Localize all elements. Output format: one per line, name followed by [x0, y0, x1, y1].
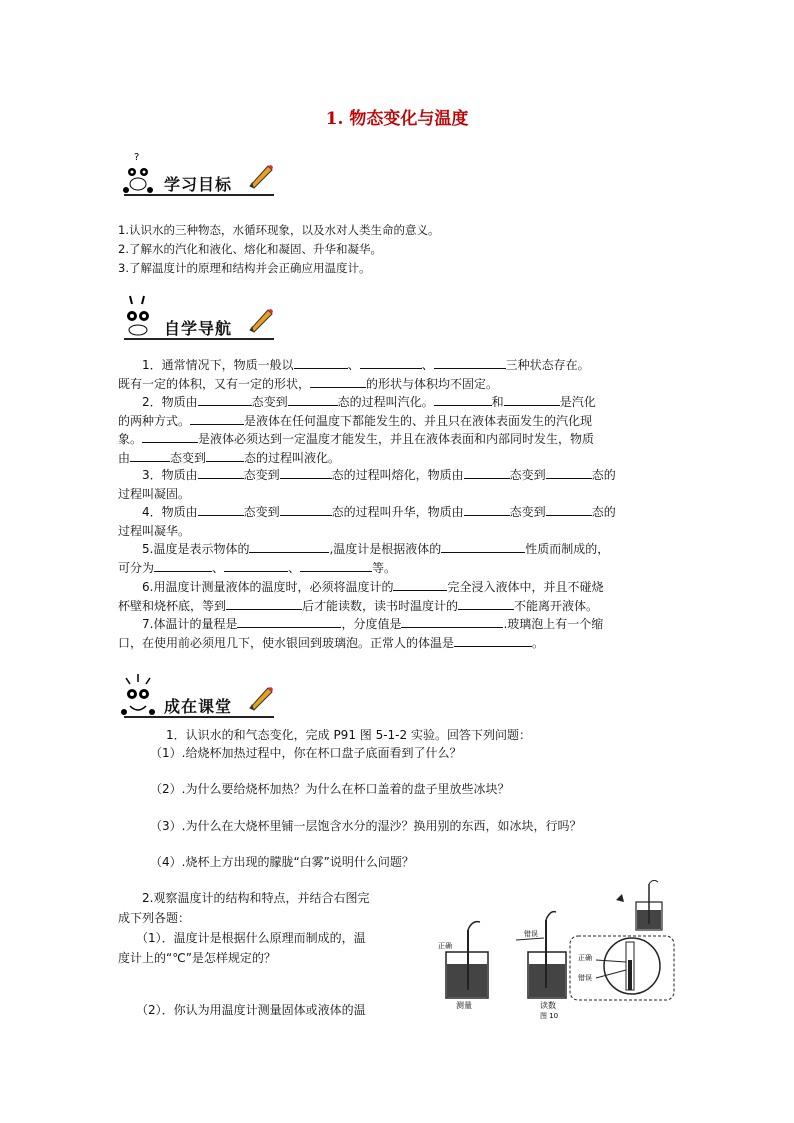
section-header-classroom [118, 672, 288, 728]
fill-blank[interactable] [434, 393, 492, 406]
nav-item-4: 4．物质由 态变到 态的过程叫升华，物质由 态变到 态的 过程叫凝华。 [118, 505, 616, 538]
goal-item: 1.认识水的三种物态，水循环现象，以及水对人类生命的意义。 [118, 223, 440, 237]
fill-blank[interactable] [130, 449, 170, 462]
section-header-selfstudy [118, 294, 288, 350]
section-heading: 学习目标 [164, 175, 233, 194]
classroom-intro: 1．认识水的和气态变化，完成 P91 图 5-1-2 实验。回答下列问题： [166, 728, 531, 742]
fill-blank[interactable] [206, 449, 244, 462]
nav-item-5: 5.温度是表示物体的 ,温度计是根据液体的 性质而制成的， 可分为 、 、 等。 [118, 542, 610, 575]
nav-item-6: 6.用温度计测量液体的温度时，必须将温度计的 完全浸入液体中，并且不碰烧 杯壁和烧杯底，等到 后才能读数，读书时温度计的 不能离开液体。 [118, 580, 604, 613]
fill-blank[interactable] [280, 466, 332, 479]
fill-blank[interactable] [401, 615, 503, 628]
fill-blank[interactable] [434, 356, 506, 369]
section-heading: 自学导航 [164, 319, 233, 338]
fill-blank[interactable] [546, 466, 592, 479]
fill-blank[interactable] [224, 559, 288, 572]
section-underline [124, 716, 274, 718]
section-underline [124, 194, 274, 196]
fill-blank[interactable] [546, 503, 592, 516]
question-4: （4）.烧杯上方出现的朦胧“白雾”说明什么问题？ [150, 855, 414, 869]
svg-text:错误: 错误 [578, 974, 592, 982]
fill-blank[interactable] [280, 503, 332, 516]
fill-blank[interactable] [154, 559, 212, 572]
svg-text:测量: 测量 [456, 1001, 472, 1010]
fill-blank[interactable] [198, 503, 244, 516]
svg-text:读数: 读数 [540, 1001, 556, 1010]
fill-blank[interactable] [454, 634, 532, 647]
beaker-top-right [616, 880, 662, 930]
pencil-icon [246, 306, 274, 334]
fill-blank[interactable] [198, 393, 252, 406]
page-title: 1. 物态变化与温度 [325, 109, 469, 129]
fill-blank[interactable] [142, 430, 198, 443]
nav-item-7: 7.体温计的量程是 ，分度值是 .玻璃泡上有一个缩 口，在使用前必须甩几下，使水银回到玻璃泡。正常人的体温是 。 [118, 617, 604, 650]
fill-blank[interactable] [360, 356, 422, 369]
nav-item-1: 1．通常情况下，物质一般以 、 、 三种状态存在。 既有一定的体积，又有一定的形状， 的形状与体积均不固定。 [118, 358, 590, 391]
fill-blank[interactable] [198, 466, 244, 479]
goal-item: 3.了解温度计的原理和结构并会正确应用温度计。 [118, 261, 371, 275]
svg-text:正确: 正确 [438, 942, 452, 950]
fill-blank[interactable] [310, 375, 366, 388]
fill-blank[interactable] [226, 597, 302, 610]
svg-text:正确: 正确 [578, 954, 592, 962]
section-header-goals [118, 150, 288, 206]
section-underline [124, 338, 274, 340]
fill-blank[interactable] [249, 540, 329, 553]
goal-item: 2.了解水的汽化和液化、熔化和凝固、升华和凝华。 [118, 242, 382, 256]
svg-text:?: ? [134, 152, 140, 163]
thermometer-figure [436, 880, 676, 1020]
section-heading: 成在课堂 [164, 697, 233, 716]
fill-blank[interactable] [464, 503, 510, 516]
fill-blank[interactable] [464, 466, 510, 479]
fill-blank[interactable] [288, 393, 338, 406]
fill-blank[interactable] [294, 356, 348, 369]
fill-blank[interactable] [441, 540, 525, 553]
question-3: （3）.为什么在大烧杯里铺一层饱含水分的湿沙？换用别的东西，如冰块，行吗？ [150, 819, 582, 833]
beaker-read [516, 912, 566, 998]
svg-text:图 10: 图 10 [540, 1012, 559, 1020]
fill-blank[interactable] [393, 578, 447, 591]
question-1: （1）.给烧杯加热过程中，你在杯口盘子底面看到了什么？ [150, 746, 462, 760]
fill-blank[interactable] [504, 393, 560, 406]
nav-item-3: 3．物质由 态变到 态的过程叫熔化，物质由 态变到 态的 过程叫凝固。 [118, 468, 616, 501]
pencil-icon [246, 684, 274, 712]
fill-blank[interactable] [458, 597, 514, 610]
beaker-measure [446, 922, 488, 998]
nav-item-2: 2．物质由 态变到 态的过程叫汽化。 和 是汽化 的两种方式。 是液体在任何温度下都能发生的、并且只在液体表面发生的汽化现 象。 是液体必须达到一定温度才能发生，并且在液体表面和内部同时发生，物质 由 态变到 态的过程叫液化。 [118, 395, 596, 465]
question-2: （2）.为什么要给烧杯加热？为什么在杯口盖着的盘子里放些冰块？ [150, 782, 510, 796]
fill-blank[interactable] [300, 559, 372, 572]
svg-text:错误: 错误 [524, 930, 538, 938]
fill-blank[interactable] [237, 615, 341, 628]
pencil-icon [246, 162, 274, 190]
fill-blank[interactable] [190, 412, 244, 425]
magnified-view [570, 936, 674, 1000]
task-2-question-2: （2）．你认为用温度计测量固体或液体的温 [118, 1003, 366, 1017]
task-2-text: 2.观察温度计的结构和特点，并结合右图完 成下列各题： （1）．温度计是根据什么原理而制成的，温 度计上的“℃”是怎样规定的？ [118, 891, 370, 965]
